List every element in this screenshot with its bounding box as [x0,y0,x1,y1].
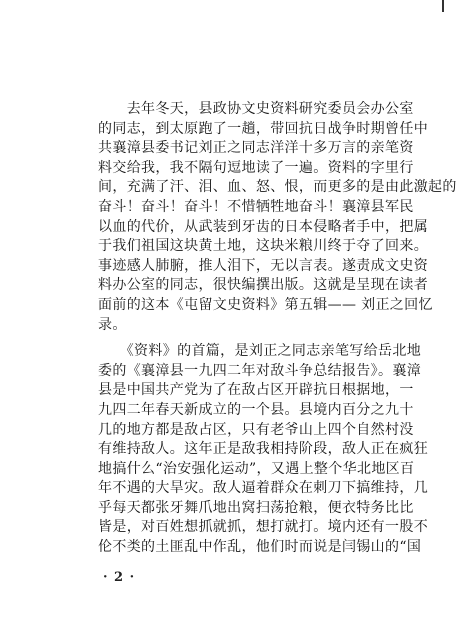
text-line: 共襄漳县委书记刘正之同志洋洋十多万言的亲笔资 [98,140,414,157]
text-line: 事迹感人肺腑，推人泪下，无以言表。遂责成文史资 [98,257,429,274]
text-line: 以血的代价，从武装到牙齿的日本侵略者手中，把属 [98,218,429,235]
body-text [98,100,457,558]
text-line: 年不遇的大旱灾。敌人逼着群众在刺刀下搞维持，几 [98,480,429,497]
text-line: 料交给我，我不隔句逗地读了一遍。资料的字里行 [98,159,414,176]
text-line: 面前的这本《屯留文史资料》第五辑—— 刘正之回忆 [98,296,433,313]
text-line: 伦不类的土匪乱中作乱，他们时而说是闫锡山的“国 [98,539,422,556]
text-line: 《资料》的首篇，是刘正之同志亲笔写给岳北地 [98,343,422,360]
text-line: 录。 [98,316,127,333]
paragraph-gap [98,335,398,342]
text-line: 奋斗！奋斗！奋斗！不惜牺牲地奋斗！襄漳县军民 [98,198,414,215]
text-line: 于我们祖国这块黄土地，这块米粮川终于夺了回来。 [98,238,429,255]
text-line: 去年冬天，县政协文史资料研究委员会办公室 [98,101,414,117]
paragraph-2 [98,342,429,558]
page-number: · 2 · [103,570,136,585]
paragraph-1 [98,100,457,335]
text-line: 几的地方都是敌占区，只有老爷山上四个自然村没 [98,421,414,438]
text-line: 的同志，到太原跑了一趟，带回抗日战争时期曾任中 [98,120,429,137]
text-line: 委的《襄漳县一九四二年对敌斗争总结报告》。襄漳 [98,362,422,379]
text-line: 皆是，对百姓想抓就抓，想打就打。境内还有一股不 [98,519,429,536]
text-line: 料办公室的同志，很快编撰出版。这就是呈现在读者 [98,277,429,294]
text-line: 乎每天都张牙舞爪地出窝扫荡抢粮，便衣特务比比 [98,499,414,516]
text-line: 有维持敌人。这年正是敌我相持阶段，敌人正在疯狂 [98,441,429,458]
text-line: 地搞什么“治安强化运动”，又遇上整个华北地区百 [98,460,415,477]
scan-edge-mark [442,0,444,12]
text-line: 县是中国共产党为了在敌占区开辟抗日根据地，一 [98,382,414,399]
text-line: 间，充满了汗、泪、血、怒、恨，而更多的是由此激起的 [98,179,457,196]
text-line: 九四二年春天新成立的一个县。县境内百分之九十 [98,401,414,418]
